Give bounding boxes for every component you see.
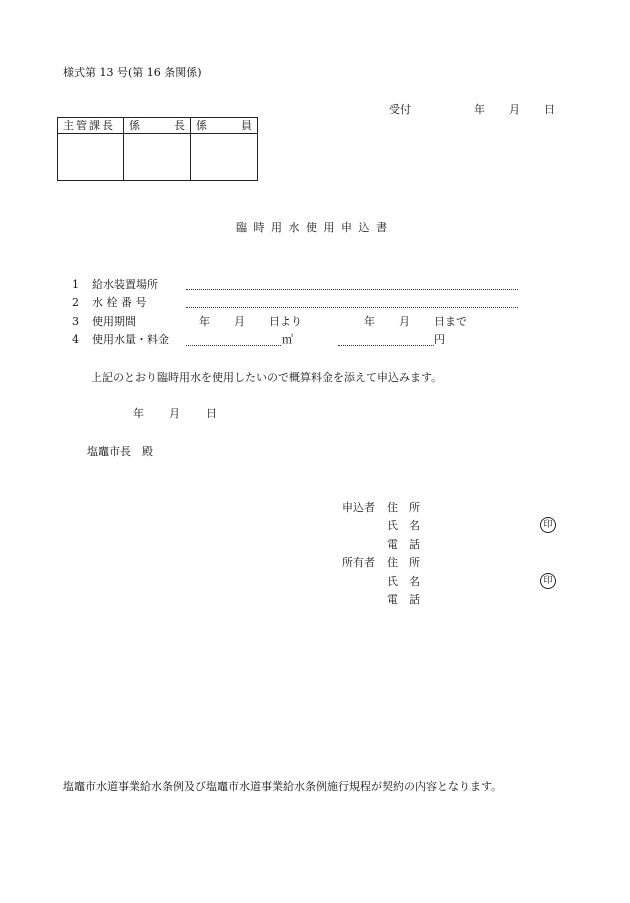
- addressee: 塩竈市長 殿: [87, 445, 153, 458]
- approval-stamp-box-section-chief[interactable]: [58, 134, 124, 181]
- approval-header-section-chief: 主管課長: [58, 118, 124, 134]
- item-hydrant-number: 2 水 栓 番 号: [72, 296, 147, 309]
- fee-field[interactable]: [338, 345, 434, 346]
- owner-seal-icon: 印: [540, 573, 556, 589]
- owner-role: 所有者: [342, 556, 375, 569]
- fee-unit: 円: [434, 333, 445, 346]
- receipt-day: 日: [544, 103, 555, 116]
- owner-address-label: 住 所: [387, 556, 420, 569]
- applicant-role: 申込者: [342, 501, 375, 514]
- item-location: 1 給水装置場所: [72, 278, 158, 291]
- receipt-year: 年: [474, 103, 485, 116]
- receipt-month: 月: [509, 103, 520, 116]
- owner-name-label: 氏 名: [387, 575, 420, 588]
- location-field[interactable]: [186, 289, 518, 290]
- hydrant-number-field[interactable]: [186, 307, 518, 308]
- applicant-phone-label: 電 話: [387, 538, 420, 551]
- document-title: 臨時用水使用申込書: [236, 221, 394, 234]
- applicant-address-label: 住 所: [387, 501, 420, 514]
- application-date: 年 月 日: [133, 407, 217, 420]
- approval-stamp-table: [57, 117, 258, 181]
- volume-field[interactable]: [186, 345, 281, 346]
- volume-unit: ㎥: [282, 333, 293, 346]
- receipt-label: 受付: [389, 103, 411, 116]
- applicant-name-label: 氏 名: [387, 519, 420, 532]
- footer-note: 塩竈市水道事業給水条例及び塩竈市水道事業給水条例施行規程が契約の内容となります。: [63, 780, 503, 793]
- item-usage-volume-fee: 4 使用水量・料金 ㎥ 円: [72, 333, 445, 346]
- approval-header-staff: 係 員: [191, 118, 258, 134]
- declaration-text: 上記のとおり臨時用水を使用したいので概算料金を添えて申込みます。: [91, 371, 443, 384]
- item-usage-period: 3 使用期間 年 月 日より 年 月 日まで: [72, 315, 467, 328]
- approval-stamp-box-subsection-chief[interactable]: [124, 134, 191, 181]
- form-number: 様式第 13 号(第 16 条関係): [63, 66, 202, 79]
- approval-header-subsection-chief: 係 長: [124, 118, 191, 134]
- owner-phone-label: 電 話: [387, 593, 420, 606]
- applicant-seal-icon: 印: [540, 517, 556, 533]
- approval-stamp-box-staff[interactable]: [191, 134, 258, 181]
